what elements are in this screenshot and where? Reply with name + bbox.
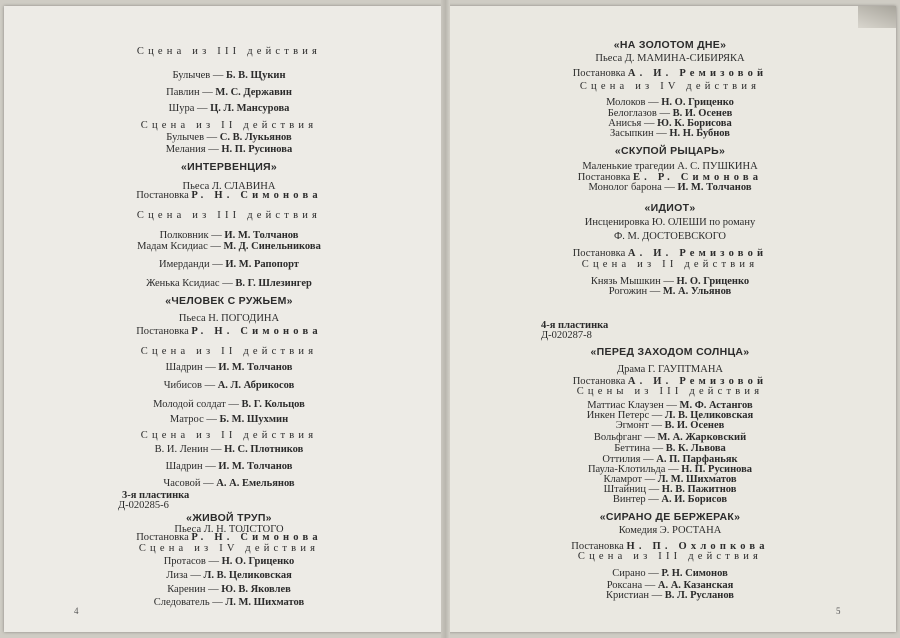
cast-row <box>166 362 293 374</box>
cast-row <box>166 87 292 99</box>
cast-actor: Н. В. Пажитнов <box>661 484 737 495</box>
scene-heading: Сцена из II действия <box>581 259 759 270</box>
cast-actor: М. Ф. Астангов <box>679 400 753 411</box>
cast-dash: — <box>203 414 220 425</box>
cast-role: Беттина <box>614 443 650 454</box>
cast-row <box>137 241 321 253</box>
play-title: «СКУПОЙ РЫЦАРЬ» <box>614 145 726 157</box>
cast-actor: Н. О. Гриценко <box>676 276 750 287</box>
cast-dash: — <box>665 464 682 475</box>
director-label: Постановка <box>136 532 192 543</box>
play-author: Ф. М. ДОСТОЕВСКОГО <box>613 231 727 242</box>
cast-actor: М. Д. Синельникова <box>223 241 321 252</box>
director-label: Постановка <box>572 248 628 259</box>
cast-dash: — <box>209 259 226 270</box>
cast-role: Следователь <box>153 597 210 608</box>
cast-dash: — <box>208 444 225 455</box>
director-label: Постановка <box>136 326 192 337</box>
cast-actor: Л. М. Шихматов <box>657 474 737 485</box>
cast-role: Булычев <box>172 70 211 81</box>
cast-dash: — <box>641 432 658 443</box>
cast-dash: — <box>649 410 665 421</box>
cast-dash: — <box>200 478 217 489</box>
play-author: Пьеса Д. МАМИНА-СИБИРЯКА <box>595 53 745 64</box>
cast-role: Чибисов <box>163 380 202 391</box>
cast-dash: — <box>663 400 680 411</box>
cast-dash: — <box>646 484 662 495</box>
cast-dash: — <box>201 380 218 391</box>
cast-dash: — <box>649 590 665 601</box>
cast-dash: — <box>645 97 662 108</box>
cast-actor: А. П. Парфаньяк <box>656 454 738 465</box>
play-author: Драма Г. ГАУПТМАНА <box>616 364 724 375</box>
cast-actor: Б. М. Шухмин <box>219 414 289 425</box>
cast-role: Анисья <box>608 118 642 129</box>
cast-row <box>164 556 295 568</box>
cast-row <box>616 420 725 432</box>
cast-actor: М. А. Жарковский <box>657 432 747 443</box>
cast-dash: — <box>219 278 236 289</box>
cast-role: Молоков <box>606 97 646 108</box>
cast-actor: Л. В. Целиковская <box>664 410 754 421</box>
cast-role: Булычев <box>166 132 205 143</box>
cast-role: Кристиан <box>606 590 650 601</box>
cast-dash: — <box>210 70 226 81</box>
cast-row <box>606 590 734 602</box>
cast-dash: — <box>645 568 662 579</box>
cast-row <box>170 414 288 426</box>
cast-dash: — <box>187 570 204 581</box>
play-author: Комедия Э. РОСТАНА <box>618 525 722 536</box>
director-name: Р. Н. Симонова <box>191 190 322 201</box>
director-line <box>136 190 322 202</box>
page-number: 5 <box>836 606 841 616</box>
cast-dash: — <box>204 132 220 143</box>
page-number: 4 <box>74 606 79 616</box>
scene-heading: Сцена из II действия <box>140 120 318 131</box>
cast-actor: Н. О. Гриценко <box>661 97 734 108</box>
cast-row <box>164 380 295 392</box>
cast-dash: — <box>207 241 224 252</box>
director-label: Постановка <box>136 190 192 201</box>
cast-actor: Л. В. Целиковская <box>203 570 292 581</box>
cast-dash: — <box>209 597 226 608</box>
play-author: Пьеса Л. СЛАВИНА <box>182 181 276 192</box>
director-name: А. И. Ремизовой <box>627 248 768 259</box>
cast-actor: Н. П. Русинова <box>221 144 293 155</box>
cast-role: Лиза <box>166 570 188 581</box>
cast-role: Молодой солдат <box>153 399 226 410</box>
scene-heading: Сцена из III действия <box>136 46 322 57</box>
director-line <box>573 68 768 80</box>
director-name: Н. П. Охлопкова <box>626 541 769 552</box>
director-line <box>136 326 322 338</box>
cast-role: Белоглазов <box>607 108 657 119</box>
cast-actor: А. А. Емельянов <box>216 478 295 489</box>
cast-row <box>612 568 728 580</box>
cast-actor: Ю. К. Борисова <box>657 118 732 129</box>
cast-role: Роксана <box>606 580 643 591</box>
cast-dash: — <box>660 276 677 287</box>
cast-row <box>163 478 294 490</box>
cast-role: Маттиас Клаузен <box>587 400 664 411</box>
cast-role: Шадрин <box>165 461 203 472</box>
cast-role: Засыпкин <box>610 128 654 139</box>
play-title: «ИДИОТ» <box>644 202 696 214</box>
director-name: Р. Н. Симонова <box>191 532 322 543</box>
play-author: Инсценировка Ю. ОЛЕШИ по роману <box>584 217 756 228</box>
page-fold <box>441 0 450 638</box>
play-title: «НА ЗОЛОТОМ ДНЕ» <box>613 39 727 51</box>
cast-actor: Н. Н. Бубнов <box>669 128 730 139</box>
cast-dash: — <box>656 108 673 119</box>
director-name: А. И. Ремизовой <box>627 68 768 79</box>
cast-actor: А. А. Казанская <box>657 580 734 591</box>
cast-row <box>169 103 290 115</box>
cast-dash: — <box>640 454 657 465</box>
cast-dash: — <box>202 362 219 373</box>
cast-row <box>613 494 727 506</box>
record-label: 4-я пластинка <box>541 320 609 331</box>
cast-dash: — <box>194 103 211 114</box>
cast-row <box>166 461 293 473</box>
play-title: «ЧЕЛОВЕК С РУЖЬЕМ» <box>165 295 293 307</box>
cast-role: Винтер <box>612 494 646 505</box>
cast-row <box>155 444 304 456</box>
cast-dash: — <box>642 580 658 591</box>
cast-role: Сирано <box>612 568 646 579</box>
cast-role: Шадрин <box>165 362 203 373</box>
play-title: «ИНТЕРВЕНЦИЯ» <box>180 161 278 173</box>
cast-row <box>166 570 292 582</box>
scene-heading: Сцена из II действия <box>140 346 318 357</box>
cast-dash: — <box>205 556 222 567</box>
play-author: Маленькие трагедии А. С. ПУШКИНА <box>582 161 758 172</box>
cast-actor: В. К. Львова <box>665 443 726 454</box>
director-name: А. И. Ремизовой <box>627 376 768 387</box>
cast-role: Оттилия <box>602 454 641 465</box>
cast-actor: В. Г. Кольцов <box>241 399 305 410</box>
cast-row <box>588 182 751 194</box>
director-name: Е. Р. Симонова <box>632 172 763 183</box>
scene-heading: Сцена из IV действия <box>138 543 320 554</box>
cast-role: Часовой <box>163 478 201 489</box>
cast-actor: Б. В. Щукин <box>225 70 286 81</box>
cast-actor: Р. Н. Симонов <box>661 568 728 579</box>
cast-role: Эгмонт <box>615 420 649 431</box>
cast-actor: И. М. Толчанов <box>218 362 293 373</box>
folded-corner <box>858 6 896 28</box>
cast-actor: И. М. Толчанов <box>224 230 299 241</box>
cast-actor: А. И. Борисов <box>661 494 728 505</box>
cast-dash: — <box>650 443 666 454</box>
scene-heading: Сцена из II действия <box>140 430 318 441</box>
cast-actor: М. С. Державин <box>215 87 292 98</box>
cast-role: Штайниц <box>603 484 647 495</box>
cast-role: Имерданди <box>159 259 210 270</box>
cast-dash: — <box>205 584 222 595</box>
director-label: Постановка <box>572 68 628 79</box>
cast-row <box>172 70 285 82</box>
play-author: Пьеса Н. ПОГОДИНА <box>178 313 280 324</box>
cast-role: Вольфганг <box>593 432 642 443</box>
cast-actor: И. М. Толчанов <box>677 182 752 193</box>
cast-actor: И. М. Толчанов <box>218 461 293 472</box>
cast-dash: — <box>647 286 663 297</box>
director-label: Постановка <box>572 376 628 387</box>
scene-heading: Сцена из IV действия <box>579 81 761 92</box>
cast-role: Шура <box>168 103 195 114</box>
cast-row <box>167 584 291 596</box>
cast-role: Рогожин <box>608 286 648 297</box>
cast-row <box>609 286 731 298</box>
cast-role: Паула-Клотильда <box>587 464 666 475</box>
cast-row <box>153 399 305 411</box>
cast-row <box>146 278 312 290</box>
cast-actor: Ц. Л. Мансурова <box>210 103 290 114</box>
cast-actor: Н. О. Гриценко <box>221 556 295 567</box>
cast-dash: — <box>225 399 242 410</box>
cast-actor: С. В. Лукьянов <box>219 132 292 143</box>
cast-role: Павлин <box>166 87 200 98</box>
cast-actor: В. И. Осенев <box>664 420 725 431</box>
play-title: «СИРАНО ДЕ БЕРЖЕРАК» <box>599 511 741 523</box>
cast-actor: В. Г. Шлезингер <box>235 278 312 289</box>
cast-actor: Л. М. Шихматов <box>225 597 305 608</box>
record-code: Д-020285-6 <box>118 500 169 511</box>
right-page <box>448 6 896 632</box>
cast-dash: — <box>202 461 219 472</box>
play-title: «ЖИВОЙ ТРУП» <box>186 512 272 524</box>
record-label: 3-я пластинка <box>122 490 190 501</box>
cast-dash: — <box>208 230 225 241</box>
cast-row <box>166 132 291 144</box>
cast-row <box>166 144 292 156</box>
cast-role: В. И. Ленин <box>154 444 209 455</box>
cast-role: Кламрот <box>603 474 642 485</box>
cast-role: Полковник <box>159 230 209 241</box>
scene-heading: Сцена из III действия <box>577 551 763 562</box>
scene-heading: Сцены из III действия <box>576 386 764 397</box>
cast-dash: — <box>641 118 658 129</box>
cast-actor: Ю. В. Яковлев <box>221 584 291 595</box>
cast-role: Монолог барона <box>588 182 662 193</box>
cast-dash: — <box>199 87 216 98</box>
cast-dash: — <box>641 474 658 485</box>
cast-dash: — <box>205 144 222 155</box>
cast-role: Инкен Петерс <box>586 410 650 421</box>
cast-dash: — <box>648 420 665 431</box>
cast-actor: М. А. Ульянов <box>662 286 732 297</box>
director-label: Постановка <box>577 172 633 183</box>
cast-dash: — <box>653 128 670 139</box>
cast-row <box>159 259 299 271</box>
cast-actor: В. Л. Русланов <box>664 590 734 601</box>
cast-actor: И. М. Рапопорт <box>225 259 299 270</box>
cast-actor: А. Л. Абрикосов <box>217 380 295 391</box>
cast-dash: — <box>645 494 662 505</box>
record-code: Д-020287-8 <box>541 330 592 341</box>
scene-heading: Сцена из III действия <box>136 210 322 221</box>
cast-row <box>154 597 304 609</box>
director-label: Постановка <box>571 541 627 552</box>
cast-role: Мадам Ксидиас <box>137 241 208 252</box>
left-page <box>4 6 442 632</box>
cast-role: Князь Мышкин <box>590 276 661 287</box>
cast-role: Матрос <box>169 414 204 425</box>
cast-dash: — <box>661 182 678 193</box>
cast-row <box>610 128 730 140</box>
cast-role: Протасов <box>163 556 206 567</box>
cast-actor: Н. П. Русинова <box>681 464 753 475</box>
director-name: Р. Н. Симонова <box>191 326 322 337</box>
cast-role: Каренин <box>167 584 206 595</box>
cast-role: Женька Ксидиас <box>146 278 220 289</box>
cast-actor: Н. С. Плотников <box>224 444 304 455</box>
play-author: Пьеса Л. Н. ТОЛСТОГО <box>174 524 284 535</box>
play-title: «ПЕРЕД ЗАХОДОМ СОЛНЦА» <box>590 346 750 358</box>
cast-role: Мелания <box>165 144 206 155</box>
cast-actor: В. И. Осенев <box>672 108 733 119</box>
